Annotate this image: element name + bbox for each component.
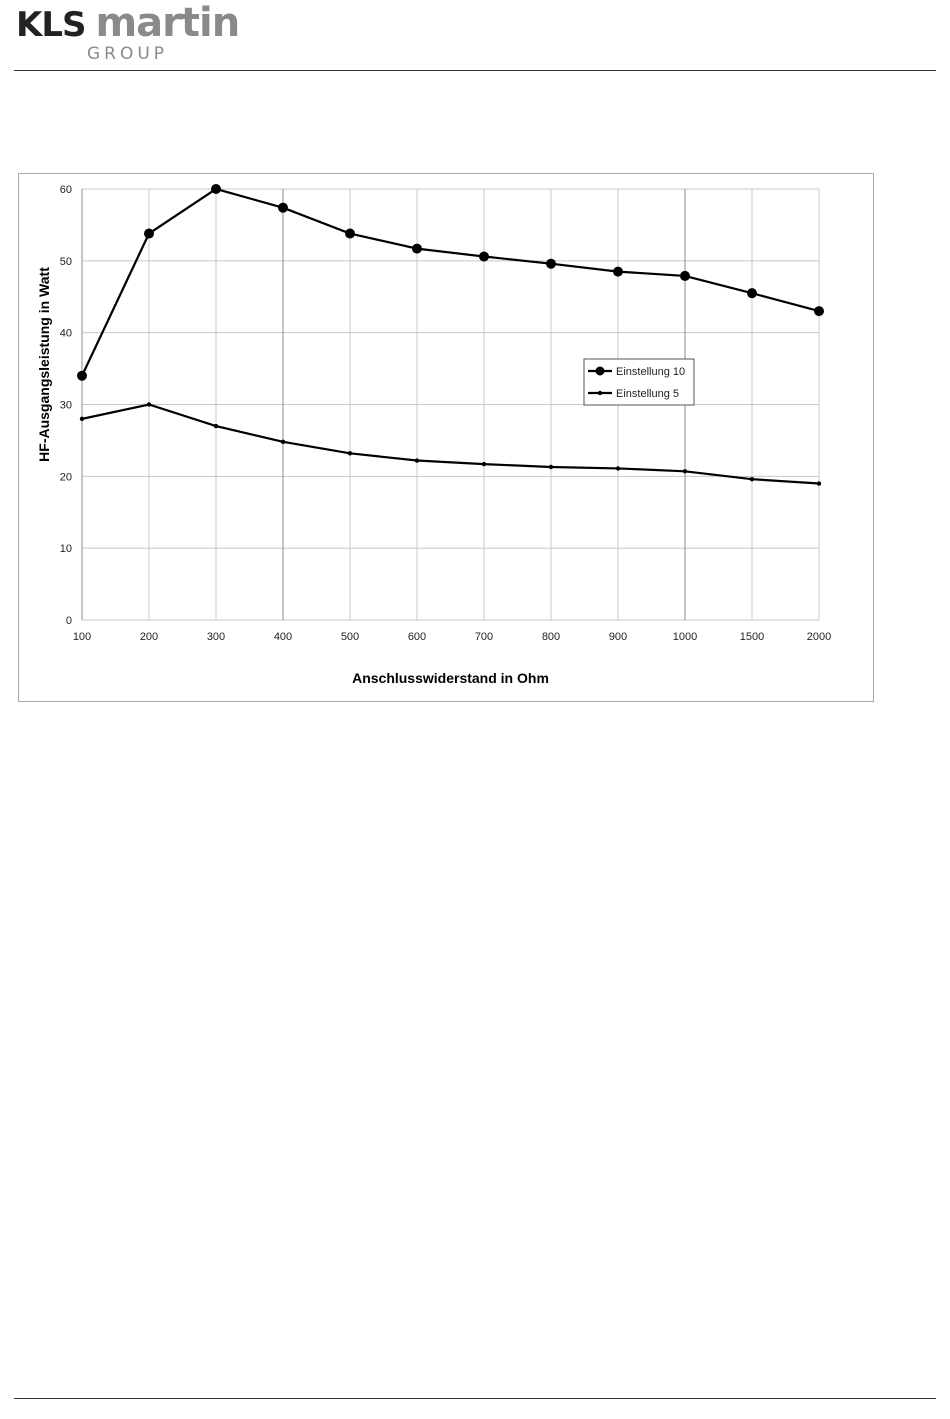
x-tick-label: 400: [273, 631, 293, 643]
x-tick-label: 600: [407, 631, 427, 643]
x-tick-label: 1000: [672, 631, 698, 643]
logo-martin-text: martin: [95, 0, 240, 46]
x-tick-label: 200: [139, 631, 159, 643]
series-2-point: [415, 458, 419, 462]
series-1-point: [345, 229, 355, 239]
y-tick-label: 40: [59, 327, 72, 340]
footer-divider: [14, 1398, 936, 1399]
series-1-point: [144, 229, 154, 239]
x-axis-title: Anschlusswiderstand in Ohm: [352, 670, 549, 686]
y-tick-label: 0: [65, 615, 72, 627]
series-1-point: [546, 259, 556, 269]
series-1-point: [412, 244, 422, 254]
series-2-point: [549, 465, 553, 469]
y-axis-title: HF-Ausgangsleistung in Watt: [36, 267, 52, 462]
company-logo: [14, 0, 254, 64]
x-tick-label: 900: [608, 631, 628, 643]
series-1-point: [211, 184, 221, 194]
logo-wordmark: [16, 0, 239, 46]
x-tick-label: 2000: [806, 631, 832, 643]
x-tick-label: 100: [72, 631, 92, 643]
chart-frame: [18, 173, 874, 702]
legend-label: Einstellung 10: [616, 366, 686, 378]
x-tick-label: 300: [206, 631, 226, 643]
x-tick-label: 800: [541, 631, 561, 643]
series-line-2: [82, 405, 819, 484]
series-1-point: [814, 306, 824, 316]
y-tick-label: 20: [59, 471, 72, 484]
x-tick-label: 700: [474, 631, 494, 643]
series-2-point: [482, 462, 486, 466]
y-tick-label: 30: [59, 399, 72, 412]
series-1-point: [680, 271, 690, 281]
legend-swatch-marker: [596, 367, 605, 376]
series-2-point: [348, 451, 352, 455]
chart-legend: [584, 359, 694, 405]
series-line-1: [82, 189, 819, 376]
logo-kls-text: KLS: [16, 5, 86, 45]
y-tick-label: 10: [59, 543, 72, 556]
series-2-point: [750, 477, 754, 481]
series-1-point: [77, 371, 87, 381]
x-tick-label: 1500: [739, 631, 765, 643]
legend-label: Einstellung 5: [616, 388, 679, 400]
series-2-point: [147, 402, 151, 406]
legend-swatch-marker: [598, 391, 602, 395]
series-1-point: [613, 267, 623, 277]
series-2-point: [214, 424, 218, 428]
y-tick-label: 60: [59, 184, 72, 196]
series-2-point: [817, 481, 821, 485]
series-2-point: [80, 417, 84, 421]
series-2-point: [683, 469, 687, 473]
series-2-point: [616, 466, 620, 470]
header-divider: [14, 70, 936, 71]
series-layer: [77, 184, 824, 486]
x-tick-label: 500: [340, 631, 360, 643]
series-1-point: [278, 203, 288, 213]
y-tick-label: 50: [59, 255, 72, 268]
series-1-point: [479, 252, 489, 262]
logo-group-text: GROUP: [87, 44, 169, 64]
line-chart: [19, 174, 873, 701]
series-2-point: [281, 440, 285, 444]
series-1-point: [747, 288, 757, 298]
